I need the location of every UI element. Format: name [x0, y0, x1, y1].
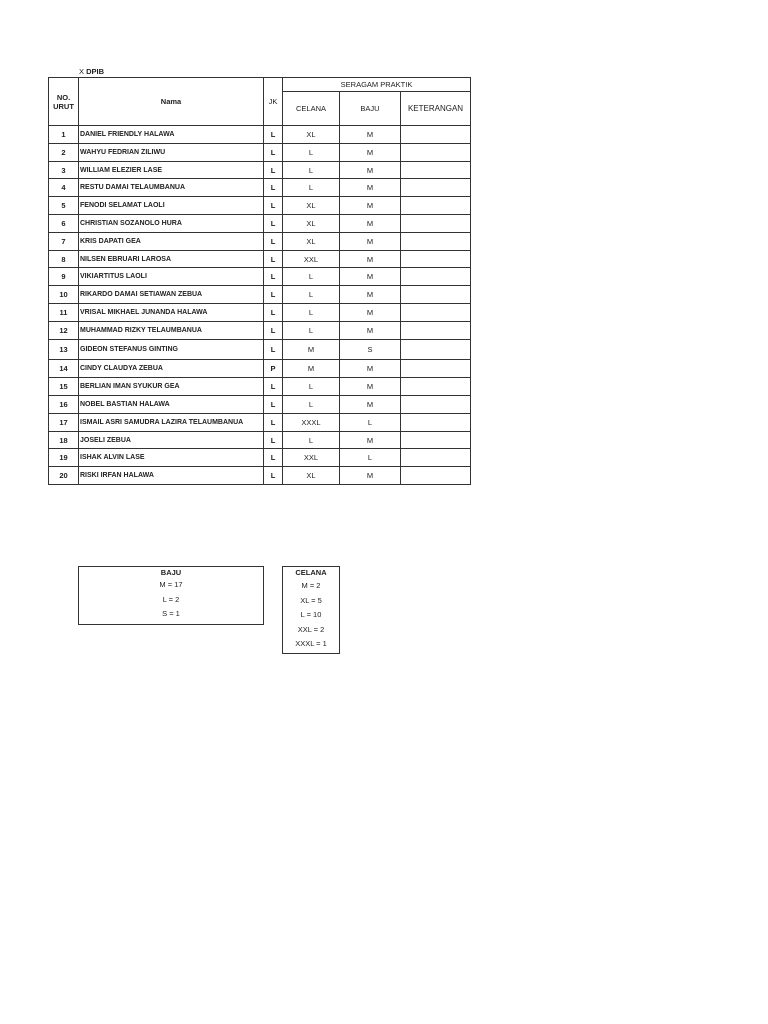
row-jk: L	[264, 233, 283, 251]
row-no: 10	[49, 286, 79, 304]
row-no: 7	[49, 233, 79, 251]
row-celana: L	[283, 162, 340, 179]
header-no-urut: NO. URUT	[49, 78, 79, 126]
table-row	[49, 340, 471, 360]
row-nama: KRIS DAPATI GEA	[79, 233, 264, 251]
row-jk: L	[264, 432, 283, 449]
row-keterangan	[401, 126, 471, 144]
row-celana: XXL	[283, 251, 340, 268]
row-keterangan	[401, 286, 471, 304]
summary-baju-box	[78, 566, 264, 625]
row-jk: L	[264, 197, 283, 215]
row-baju: M	[340, 162, 401, 179]
table-row	[49, 126, 471, 144]
row-jk: L	[264, 144, 283, 162]
row-jk: P	[264, 360, 283, 378]
row-no: 15	[49, 378, 79, 396]
row-nama: CHRISTIAN SOZANOLO HURA	[79, 215, 264, 233]
row-baju: L	[340, 449, 401, 467]
row-nama: DANIEL FRIENDLY HALAWA	[79, 126, 264, 144]
summary-celana-box	[282, 566, 340, 654]
row-celana: XL	[283, 215, 340, 233]
row-baju: M	[340, 179, 401, 197]
row-no: 20	[49, 467, 79, 485]
row-nama: JOSELI ZEBUA	[79, 432, 264, 449]
row-no: 3	[49, 162, 79, 179]
row-nama: GIDEON STEFANUS GINTING	[79, 340, 264, 360]
row-baju: M	[340, 144, 401, 162]
row-no: 6	[49, 215, 79, 233]
roster-body	[49, 126, 471, 485]
row-nama: WILLIAM ELEZIER LASE	[79, 162, 264, 179]
row-jk: L	[264, 268, 283, 286]
row-celana: L	[283, 268, 340, 286]
summary-celana-line: L = 10	[300, 610, 322, 619]
row-jk: L	[264, 467, 283, 485]
row-nama: BERLIAN IMAN SYUKUR GEA	[79, 378, 264, 396]
row-no: 16	[49, 396, 79, 414]
row-celana: M	[283, 360, 340, 378]
summary-baju-line: M = 17	[159, 580, 183, 589]
row-celana: XL	[283, 126, 340, 144]
table-row	[49, 197, 471, 215]
row-celana: L	[283, 322, 340, 340]
row-baju: M	[340, 286, 401, 304]
row-no: 8	[49, 251, 79, 268]
row-jk: L	[264, 396, 283, 414]
uniform-roster-table	[48, 77, 471, 485]
row-no: 12	[49, 322, 79, 340]
row-keterangan	[401, 144, 471, 162]
row-celana: M	[283, 340, 340, 360]
row-keterangan	[401, 179, 471, 197]
row-no: 1	[49, 126, 79, 144]
row-jk: L	[264, 340, 283, 360]
row-baju: M	[340, 126, 401, 144]
row-jk: L	[264, 162, 283, 179]
row-no: 9	[49, 268, 79, 286]
row-baju: M	[340, 360, 401, 378]
table-row	[49, 360, 471, 378]
row-jk: L	[264, 304, 283, 322]
table-row	[49, 144, 471, 162]
row-baju: M	[340, 215, 401, 233]
row-nama: NOBEL BASTIAN HALAWA	[79, 396, 264, 414]
summary-baju-title: BAJU	[160, 568, 182, 577]
row-celana: L	[283, 304, 340, 322]
row-celana: XXL	[283, 449, 340, 467]
row-nama: WAHYU FEDRIAN ZILIWU	[79, 144, 264, 162]
row-no: 13	[49, 340, 79, 360]
class-label	[79, 67, 104, 76]
table-row	[49, 251, 471, 268]
row-nama: CINDY CLAUDYA ZEBUA	[79, 360, 264, 378]
row-nama: ISMAIL ASRI SAMUDRA LAZIRA TELAUMBANUA	[79, 414, 264, 432]
row-celana: L	[283, 378, 340, 396]
row-jk: L	[264, 322, 283, 340]
row-keterangan	[401, 233, 471, 251]
row-no: 4	[49, 179, 79, 197]
row-jk: L	[264, 179, 283, 197]
table-row	[49, 432, 471, 449]
row-baju: M	[340, 304, 401, 322]
row-celana: L	[283, 286, 340, 304]
row-no: 14	[49, 360, 79, 378]
header-nama: Nama	[79, 78, 264, 126]
row-keterangan	[401, 396, 471, 414]
table-row	[49, 449, 471, 467]
row-celana: XL	[283, 233, 340, 251]
row-no: 19	[49, 449, 79, 467]
table-row	[49, 378, 471, 396]
row-celana: L	[283, 144, 340, 162]
row-baju: M	[340, 378, 401, 396]
row-keterangan	[401, 251, 471, 268]
class-label-prefix: X	[79, 67, 85, 76]
row-no: 2	[49, 144, 79, 162]
row-celana: L	[283, 396, 340, 414]
row-keterangan	[401, 304, 471, 322]
row-celana: L	[283, 432, 340, 449]
row-nama: VIKIARTITUS LAOLI	[79, 268, 264, 286]
row-keterangan	[401, 414, 471, 432]
row-jk: L	[264, 449, 283, 467]
row-nama: FENODI SELAMAT LAOLI	[79, 197, 264, 215]
row-keterangan	[401, 378, 471, 396]
row-baju: M	[340, 251, 401, 268]
row-jk: L	[264, 286, 283, 304]
header-celana: CELANA	[283, 92, 340, 126]
summary-celana-line: M = 2	[301, 581, 321, 590]
row-nama: RIKARDO DAMAI SETIAWAN ZEBUA	[79, 286, 264, 304]
header-jk: JK	[264, 78, 283, 126]
table-row	[49, 304, 471, 322]
row-jk: L	[264, 251, 283, 268]
row-keterangan	[401, 268, 471, 286]
row-baju: M	[340, 233, 401, 251]
summary-baju-line: S = 1	[162, 609, 180, 618]
row-nama: MUHAMMAD RIZKY TELAUMBANUA	[79, 322, 264, 340]
table-row	[49, 215, 471, 233]
row-no: 5	[49, 197, 79, 215]
row-baju: M	[340, 467, 401, 485]
row-celana: XL	[283, 467, 340, 485]
class-label-name: DPIB	[86, 67, 105, 76]
table-row	[49, 179, 471, 197]
summary-celana-line: XL = 5	[300, 595, 322, 605]
row-celana: XL	[283, 197, 340, 215]
summary-celana-line: XXXL = 1	[295, 639, 327, 648]
row-baju: M	[340, 322, 401, 340]
row-keterangan	[401, 197, 471, 215]
row-keterangan	[401, 162, 471, 179]
table-row	[49, 467, 471, 485]
row-keterangan	[401, 322, 471, 340]
table-row	[49, 322, 471, 340]
summary-celana-title: CELANA	[295, 568, 327, 577]
row-no: 17	[49, 414, 79, 432]
table-row	[49, 286, 471, 304]
row-baju: S	[340, 340, 401, 360]
row-nama: RISKI IRFAN HALAWA	[79, 467, 264, 485]
row-nama: RESTU DAMAI TELAUMBANUA	[79, 179, 264, 197]
header-baju: BAJU	[340, 92, 401, 126]
row-nama: ISHAK ALVIN LASE	[79, 449, 264, 467]
row-jk: L	[264, 126, 283, 144]
row-keterangan	[401, 340, 471, 360]
row-nama: VRISAL MIKHAEL JUNANDA HALAWA	[79, 304, 264, 322]
row-jk: L	[264, 414, 283, 432]
summary-celana-line: XXL = 2	[297, 624, 325, 634]
summary-baju-line: L = 2	[162, 594, 180, 604]
row-keterangan	[401, 467, 471, 485]
row-baju: M	[340, 432, 401, 449]
row-no: 11	[49, 304, 79, 322]
table-row	[49, 268, 471, 286]
row-keterangan	[401, 215, 471, 233]
table-row	[49, 414, 471, 432]
row-baju: M	[340, 396, 401, 414]
table-row	[49, 396, 471, 414]
row-no: 18	[49, 432, 79, 449]
row-jk: L	[264, 378, 283, 396]
row-celana: XXXL	[283, 414, 340, 432]
header-seragam-praktik: SERAGAM PRAKTIK	[283, 78, 471, 92]
header-keterangan: KETERANGAN	[401, 92, 471, 126]
row-keterangan	[401, 360, 471, 378]
table-row	[49, 233, 471, 251]
row-baju: L	[340, 414, 401, 432]
row-keterangan	[401, 449, 471, 467]
row-celana: L	[283, 179, 340, 197]
row-nama: NILSEN EBRUARI LAROSA	[79, 251, 264, 268]
row-baju: M	[340, 197, 401, 215]
row-baju: M	[340, 268, 401, 286]
row-keterangan	[401, 432, 471, 449]
row-jk: L	[264, 215, 283, 233]
table-row	[49, 162, 471, 179]
